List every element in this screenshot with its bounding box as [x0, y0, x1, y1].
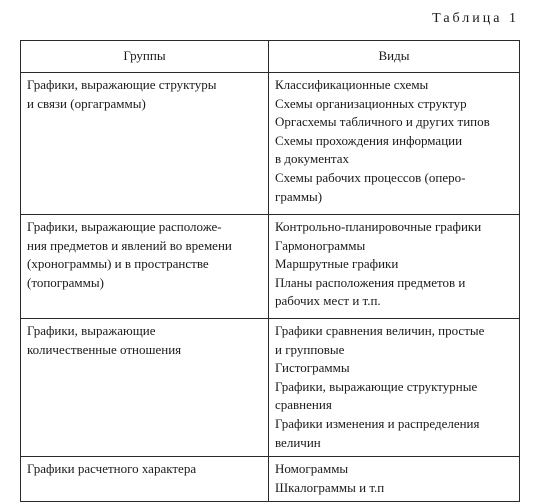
table-caption: Таблица 1	[432, 11, 519, 26]
cell-line: Контрольно-планировочные графики	[275, 219, 482, 234]
cell-line: Гармонограммы	[275, 237, 366, 253]
cell-line: Графики сравнения величин, простые	[275, 323, 485, 338]
table-row	[21, 215, 520, 319]
cell-line: Схемы прохождения информации	[275, 132, 463, 148]
cell-line: Маршрутные графики	[275, 256, 399, 272]
kinds-cell	[269, 73, 520, 215]
cell-line: Классификационные схемы	[275, 77, 429, 92]
cell-line: Номограммы	[275, 461, 349, 477]
group-cell	[21, 215, 269, 319]
cell-line: количественные отношения	[27, 341, 182, 357]
cell-line: ния предметов и явлений во времени	[27, 237, 232, 253]
kinds-cell	[269, 319, 520, 457]
group-cell	[21, 73, 269, 215]
cell-line: сравнения	[275, 397, 332, 413]
header-kinds: Виды	[269, 41, 520, 73]
header-row	[21, 41, 520, 73]
kinds-cell	[269, 215, 520, 319]
cell-line: Графики, выражающие	[27, 323, 156, 338]
cell-line: Планы расположения предметов и	[275, 274, 466, 290]
cell-line: Графики, выражающие структуры	[27, 77, 217, 92]
table-row	[21, 73, 520, 215]
cell-line: в документах	[275, 151, 350, 167]
cell-line: Графики, выражающие структурные	[275, 378, 478, 394]
cell-line: величин	[275, 434, 321, 450]
table-row	[21, 457, 520, 502]
cell-line: рабочих мест и т.п.	[275, 293, 381, 309]
cell-line: Гистограммы	[275, 360, 350, 376]
cell-line: (хронограммы) и в пространстве	[27, 256, 209, 272]
cell-line: граммы)	[275, 188, 323, 204]
kinds-cell	[269, 457, 520, 502]
cell-line: Схемы организационных структур	[275, 95, 467, 111]
group-cell	[21, 319, 269, 457]
group-cell	[21, 457, 269, 502]
cell-line: Графики изменения и распределения	[275, 415, 480, 431]
cell-line: Шкалограммы и т.п	[275, 479, 385, 495]
table-row	[21, 319, 520, 457]
cell-line: Оргасхемы табличного и других типов	[275, 114, 490, 130]
cell-line: и связи (оргаграммы)	[27, 95, 146, 111]
cell-line: (топограммы)	[27, 274, 104, 290]
header-groups: Группы	[21, 41, 269, 73]
cell-line: Графики расчетного характера	[27, 461, 197, 477]
cell-line: Графики, выражающие расположе-	[27, 219, 222, 234]
classification-table	[20, 40, 520, 502]
cell-line: Схемы рабочих процессов (оперо-	[275, 169, 466, 185]
cell-line: и групповые	[275, 341, 345, 357]
